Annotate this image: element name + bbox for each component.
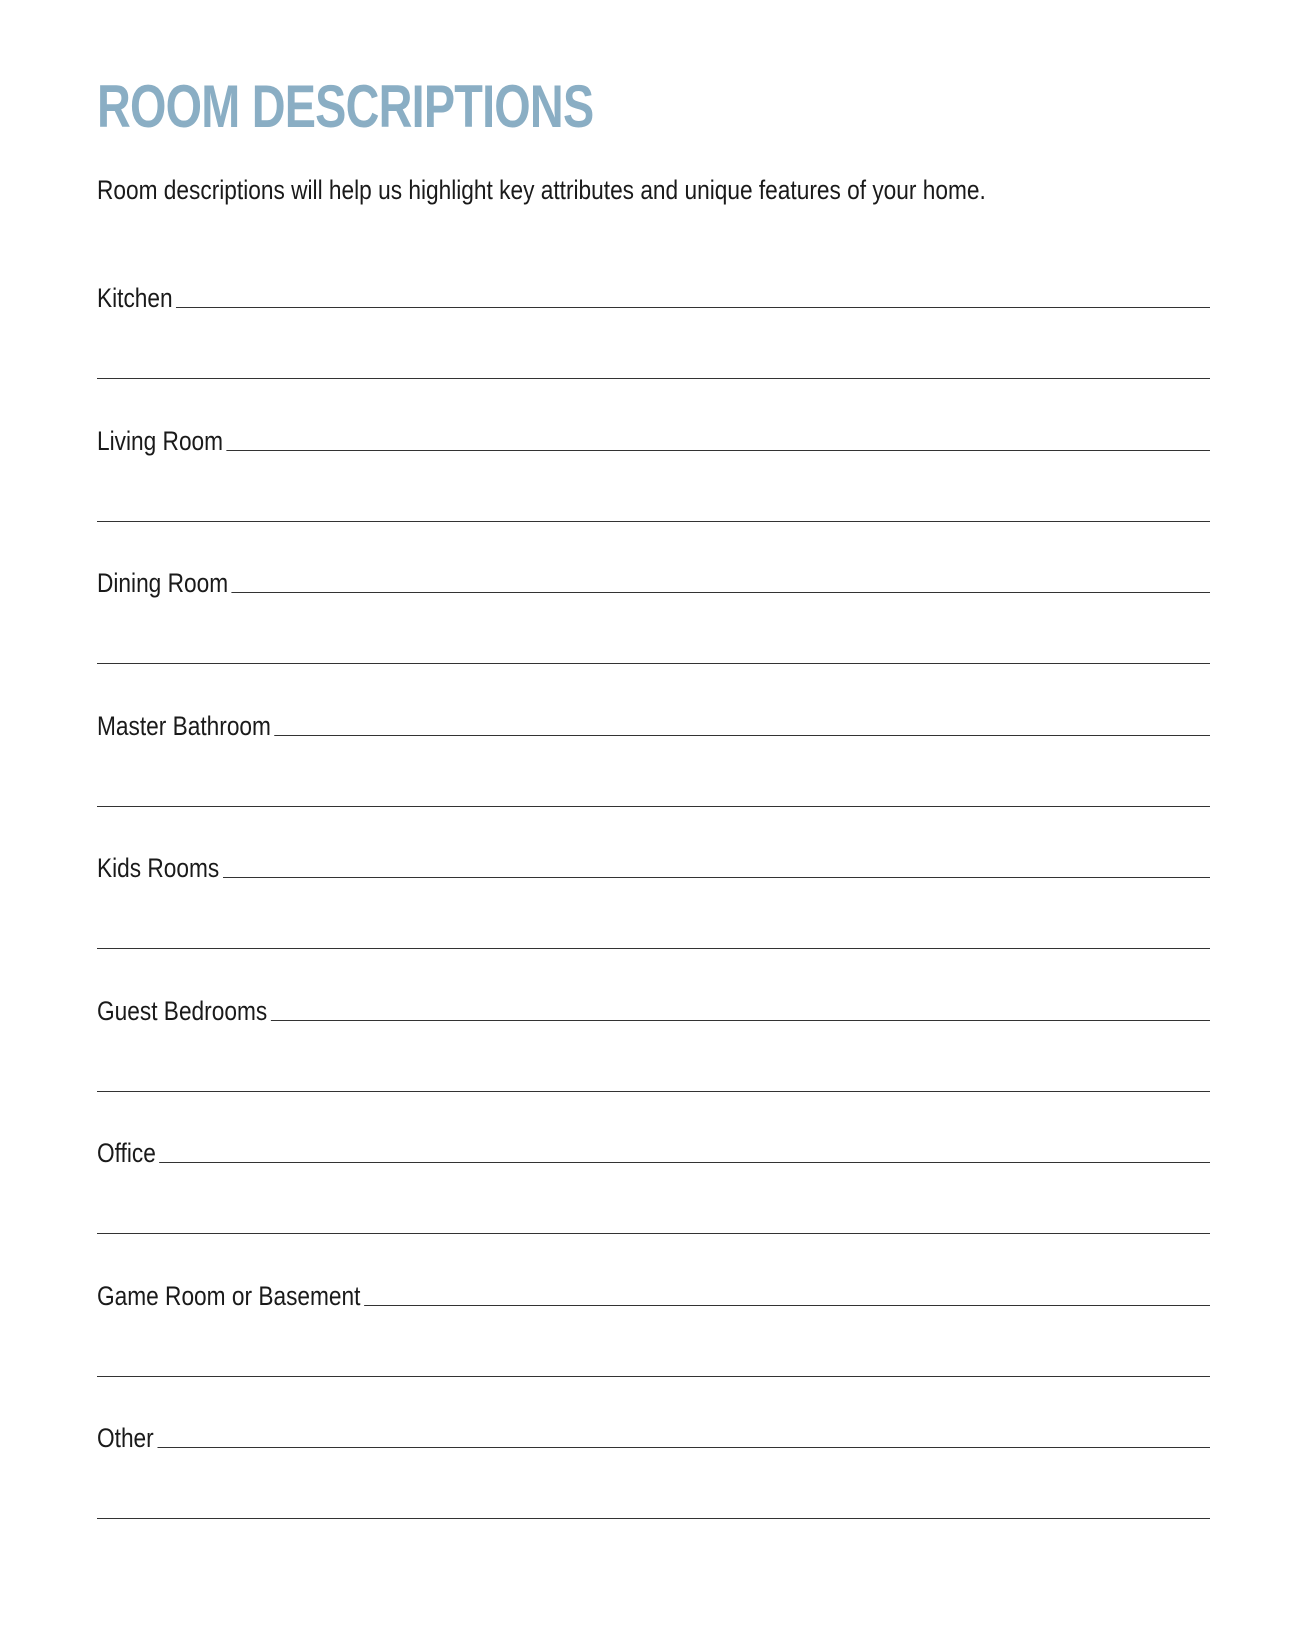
write-line-office-2[interactable] <box>97 1233 1210 1234</box>
write-line-guest-bedrooms-2[interactable] <box>97 1091 1210 1092</box>
field-master-bathroom <box>97 708 1210 851</box>
write-line-dining-room-2[interactable] <box>97 663 1210 664</box>
field-living-room <box>97 423 1210 566</box>
write-line-master-bathroom-2[interactable] <box>97 806 1210 807</box>
write-line-kids-rooms-1[interactable] <box>97 877 1210 878</box>
field-dining-room <box>97 565 1210 708</box>
write-line-kitchen-1[interactable] <box>97 307 1210 308</box>
write-line-dining-room-1[interactable] <box>97 592 1210 593</box>
page-title: ROOM DESCRIPTIONS <box>97 73 594 140</box>
write-line-other-1[interactable] <box>97 1447 1210 1448</box>
field-label-master-bathroom: Master Bathroom <box>97 708 274 744</box>
write-line-kids-rooms-2[interactable] <box>97 948 1210 949</box>
field-other <box>97 1420 1210 1563</box>
field-kids-rooms <box>97 850 1210 993</box>
write-line-other-2[interactable] <box>97 1518 1210 1519</box>
field-guest-bedrooms <box>97 993 1210 1136</box>
field-label-game-room: Game Room or Basement <box>97 1278 364 1314</box>
field-label-office: Office <box>97 1135 159 1171</box>
write-line-kitchen-2[interactable] <box>97 378 1210 379</box>
field-office <box>97 1135 1210 1278</box>
field-game-room <box>97 1278 1210 1421</box>
field-label-other: Other <box>97 1420 157 1456</box>
intro-text: Room descriptions will help us highlight key attributes and unique features of your home. <box>97 175 986 205</box>
field-label-dining-room: Dining Room <box>97 565 231 601</box>
field-label-living-room: Living Room <box>97 423 226 459</box>
write-line-office-1[interactable] <box>97 1162 1210 1163</box>
field-label-guest-bedrooms: Guest Bedrooms <box>97 993 271 1029</box>
field-label-kids-rooms: Kids Rooms <box>97 850 223 886</box>
write-line-living-room-2[interactable] <box>97 521 1210 522</box>
field-label-kitchen: Kitchen <box>97 280 176 316</box>
room-descriptions-form <box>97 280 1210 1563</box>
write-line-game-room-2[interactable] <box>97 1376 1210 1377</box>
write-line-living-room-1[interactable] <box>97 450 1210 451</box>
field-kitchen <box>97 280 1210 423</box>
